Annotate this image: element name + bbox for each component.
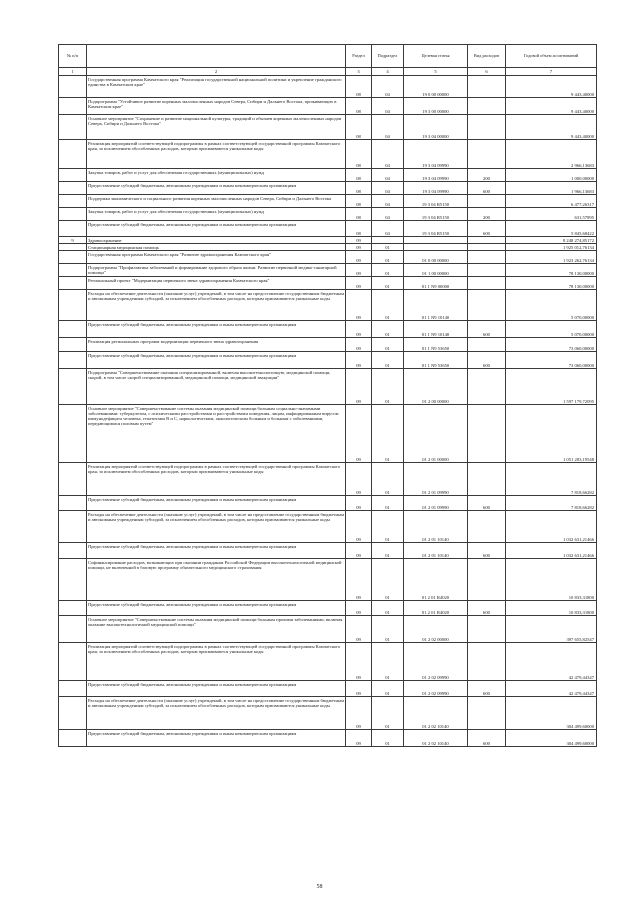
cell-amount: 9 443,40000 (506, 76, 597, 98)
table-row (59, 511, 597, 543)
header-section: Раздел (346, 45, 372, 68)
cell-amount: 9 443,40000 (506, 98, 597, 115)
cell-target-article (404, 244, 468, 251)
cell-number (59, 76, 87, 98)
cell-subsection: 04 (372, 76, 404, 98)
cell-expense-type (468, 511, 506, 543)
cell-target-article: 01 2 02 10140 (404, 697, 468, 730)
cell-number (59, 697, 87, 730)
cell-amount: 7 818,66282 (506, 496, 597, 511)
cell-amount: 5 845,68422 (506, 221, 597, 237)
cell-number (59, 264, 87, 277)
cell-target-article: 01 2 02 00000 (404, 616, 468, 643)
cell-subsection: 04 (372, 140, 404, 169)
cell-name: Предоставление субсидий бюджетным, автономным учреждениям и иным некоммерческим организациям (87, 352, 346, 369)
cell-subsection: 01 (372, 277, 404, 290)
cell-expense-type (468, 405, 506, 463)
cell-amount: 631,57895 (506, 208, 597, 221)
cell-section: 09 (346, 237, 372, 244)
cell-subsection: 01 (372, 463, 404, 496)
cell-amount: 5 070,00000 (506, 321, 597, 338)
cell-number (59, 277, 87, 290)
cell-target-article: 19 3 04 09990 (404, 169, 468, 182)
cell-amount: 304 499,60000 (506, 730, 597, 747)
table-row (59, 290, 597, 321)
cell-name: Расходы на обеспечение деятельности (оказание услуг) учреждений, в том числе на предоставление государственным бюджетным и автономным учреждениям субсидий, за исключением обособленных расходов, которым присваиваются уникальные коды (87, 697, 346, 730)
cell-section: 09 (346, 338, 372, 352)
cell-section: 08 (346, 195, 372, 208)
cell-expense-type (468, 237, 506, 244)
cell-expense-type: 600 (468, 182, 506, 195)
cell-section: 09 (346, 463, 372, 496)
cell-amount: 1 032 631,21466 (506, 511, 597, 543)
cell-target-article: 01 2 01 09990 (404, 463, 468, 496)
table-row (59, 616, 597, 643)
cell-expense-type (468, 115, 506, 140)
cell-amount: 1 000,00000 (506, 169, 597, 182)
cell-target-article: 01 0 00 00000 (404, 251, 468, 264)
cell-number (59, 290, 87, 321)
cell-target-article: 01 2 02 09990 (404, 643, 468, 681)
cell-section: 09 (346, 543, 372, 559)
cell-number (59, 601, 87, 616)
cell-section: 09 (346, 643, 372, 681)
cell-subsection: 01 (372, 369, 404, 405)
cell-expense-type (468, 244, 506, 251)
header-target-article: Целевая статья (404, 45, 468, 68)
cell-number (59, 338, 87, 352)
cell-number (59, 643, 87, 681)
header-expense-type: Вид расходов (468, 45, 506, 68)
table-row (59, 237, 597, 244)
table-row (59, 277, 597, 290)
budget-table (58, 44, 597, 747)
cell-number (59, 140, 87, 169)
cell-amount: 1 032 631,21466 (506, 543, 597, 559)
cell-section: 09 (346, 321, 372, 338)
cell-number (59, 616, 87, 643)
cell-amount: 10 833,31800 (506, 601, 597, 616)
cell-subsection: 01 (372, 730, 404, 747)
cell-name: Поддержка экономического и социального развития коренных малочисленных народов Севера, Сибири и Дальнего Востока (87, 195, 346, 208)
table-header-row (59, 45, 597, 68)
table-row (59, 251, 597, 264)
cell-expense-type: 200 (468, 169, 506, 182)
cell-name: Основное мероприятие "Сохранение и развитие национальной культуры, традиций и обычаев коренных малочисленных народов Севера, Сибири и Дальнего Востока" (87, 115, 346, 140)
cell-amount: 7 818,66282 (506, 463, 597, 496)
table-row (59, 352, 597, 369)
cell-section: 08 (346, 140, 372, 169)
cell-name: Стационарная медицинская помощь (87, 244, 346, 251)
cell-target-article: 19 3 04 R5150 (404, 195, 468, 208)
cell-subsection: 04 (372, 195, 404, 208)
cell-name: Софинансирование расходов, возникающих при оказании гражданам Российской Федерации высокотехнологичной медицинской помощи, не включенной в базовую программу обязательного медицинского страхования (87, 559, 346, 601)
cell-name: Подпрограмма "Совершенствование оказания специализированной, включая высокотехнологичную, медицинской помощи, скорой, в том числе скорой специализированной, медицинской помощи, медицинской эвакуации" (87, 369, 346, 405)
cell-subsection: 01 (372, 543, 404, 559)
cell-name: Предоставление субсидий бюджетным, автономным учреждениям и иным некоммерческим организациям (87, 182, 346, 195)
cell-section: 08 (346, 182, 372, 195)
cell-section: 09 (346, 352, 372, 369)
cell-subsection: 01 (372, 264, 404, 277)
cell-subsection: 01 (372, 511, 404, 543)
cell-expense-type (468, 76, 506, 98)
table-row (59, 98, 597, 115)
cell-name: Региональный проект "Модернизация первичного звена здравоохранения Камчатского края" (87, 277, 346, 290)
cell-name: Закупка товаров, работ и услуг для обеспечения государственных (муниципальных) нужд (87, 169, 346, 182)
cell-subsection: 01 (372, 616, 404, 643)
table-row (59, 405, 597, 463)
cell-number (59, 251, 87, 264)
header-subsection: Подраздел (372, 45, 404, 68)
cell-amount: 2 966,13683 (506, 140, 597, 169)
cell-name: Основное мероприятие "Совершенствование системы оказания медицинской помощи больным прочими заболеваниями, включая оказание высокотехнологичной медицинской помощи" (87, 616, 346, 643)
cell-number (59, 543, 87, 559)
table-row (59, 559, 597, 601)
cell-amount: 1 925 012,76134 (506, 244, 597, 251)
table-row (59, 208, 597, 221)
header-name (87, 45, 346, 68)
cell-target-article: 19 3 00 00000 (404, 98, 468, 115)
cell-target-article: 01 2 01 09990 (404, 496, 468, 511)
cell-subsection: 01 (372, 321, 404, 338)
cell-name: Предоставление субсидий бюджетным, автономным учреждениям и иным некоммерческим организациям (87, 601, 346, 616)
cell-amount: 42 479,44347 (506, 643, 597, 681)
cell-subsection: 01 (372, 405, 404, 463)
cell-name: Предоставление субсидий бюджетным, автономным учреждениям и иным некоммерческим организациям (87, 681, 346, 697)
cell-subsection: 01 (372, 290, 404, 321)
cell-section: 08 (346, 98, 372, 115)
cell-expense-type: 600 (468, 221, 506, 237)
cell-subsection: 04 (372, 182, 404, 195)
cell-target-article: 01 2 01 R4020 (404, 601, 468, 616)
cell-section: 08 (346, 208, 372, 221)
cell-expense-type: 600 (468, 601, 506, 616)
cell-section: 09 (346, 496, 372, 511)
cell-expense-type (468, 290, 506, 321)
table-row (59, 463, 597, 496)
cell-number: 9 (59, 237, 87, 244)
table-row (59, 643, 597, 681)
cell-name: Расходы на обеспечение деятельности (оказание услуг) учреждений, в том числе на предоставление государственным бюджетным и автономным учреждениям субсидий, за исключением обособленных расходов, которым присваиваются уникальные коды (87, 290, 346, 321)
cell-expense-type: 600 (468, 543, 506, 559)
cell-number (59, 169, 87, 182)
cell-subsection: 04 (372, 221, 404, 237)
page-number: 58 (316, 884, 323, 890)
cell-amount: 9 443,40000 (506, 115, 597, 140)
cell-number (59, 98, 87, 115)
cell-name: Основное мероприятие "Совершенствование системы оказания медицинской помощи больным социально-значимыми заболеваниями: туберкулезом, с психическими расстройствами и расстройствами поведения, лицам, инфицированным вирусом иммунодефицита человека, гепатитами B и C, наркологическим, онкологическим больным и больным с заболеваниями, передающимися половым путем" (87, 405, 346, 463)
cell-section: 09 (346, 681, 372, 697)
table-row (59, 115, 597, 140)
cell-target-article: 01 1 00 00000 (404, 264, 468, 277)
cell-number (59, 463, 87, 496)
cell-expense-type (468, 140, 506, 169)
table-row (59, 730, 597, 747)
table-row (59, 264, 597, 277)
cell-amount: 42 479,44347 (506, 681, 597, 697)
cell-section: 09 (346, 290, 372, 321)
table-row (59, 543, 597, 559)
cell-subsection: 01 (372, 244, 404, 251)
cell-target-article: 19 3 04 R5150 (404, 221, 468, 237)
cell-subsection: 01 (372, 251, 404, 264)
cell-amount: 1 923 262,76134 (506, 251, 597, 264)
table-body (59, 76, 597, 747)
cell-amount: 78 130,00000 (506, 277, 597, 290)
cell-subsection: 04 (372, 98, 404, 115)
cell-expense-type: 600 (468, 681, 506, 697)
header-number: № п/п (59, 45, 87, 68)
column-index: 6 (468, 68, 506, 76)
cell-expense-type (468, 338, 506, 352)
cell-target-article: 01 2 02 09990 (404, 681, 468, 697)
cell-amount: 1 966,13683 (506, 182, 597, 195)
cell-expense-type: 600 (468, 352, 506, 369)
column-index-row (59, 68, 597, 76)
cell-expense-type (468, 697, 506, 730)
cell-section: 08 (346, 169, 372, 182)
cell-name: Расходы на обеспечение деятельности (оказание услуг) учреждений, в том числе на предоставление государственным бюджетным и автономным учреждениям субсидий, за исключением обособленных расходов, которым присваиваются уникальные коды (87, 511, 346, 543)
cell-name: Подпрограмма "Профилактика заболеваний и формирование здорового образа жизни. Развитие первичной медико-санитарной помощи" (87, 264, 346, 277)
cell-number (59, 730, 87, 747)
cell-subsection: 01 (372, 601, 404, 616)
cell-name: Предоставление субсидий бюджетным, автономным учреждениям и иным некоммерческим организациям (87, 730, 346, 747)
cell-name: Предоставление субсидий бюджетным, автономным учреждениям и иным некоммерческим организациям (87, 221, 346, 237)
cell-expense-type (468, 98, 506, 115)
table-row (59, 321, 597, 338)
cell-expense-type (468, 559, 506, 601)
table-row (59, 681, 597, 697)
cell-name: Государственная программа Камчатского края "Реализация государственной национальной политики и укрепление гражданского единства в Камчатском крае" (87, 76, 346, 98)
cell-amount: 8 248 274,85172 (506, 237, 597, 244)
cell-amount: 1 597 179,72095 (506, 369, 597, 405)
cell-section: 09 (346, 405, 372, 463)
cell-expense-type (468, 369, 506, 405)
cell-number (59, 496, 87, 511)
cell-number (59, 221, 87, 237)
cell-section: 08 (346, 76, 372, 98)
table-row (59, 182, 597, 195)
cell-target-article: 01 2 01 00000 (404, 405, 468, 463)
cell-amount: 6 477,26317 (506, 195, 597, 208)
cell-number (59, 369, 87, 405)
table-row (59, 496, 597, 511)
cell-amount: 5 070,00000 (506, 290, 597, 321)
table-row (59, 338, 597, 352)
cell-expense-type (468, 616, 506, 643)
table-row (59, 169, 597, 182)
table-row (59, 244, 597, 251)
table-row (59, 601, 597, 616)
cell-name: Реализация региональных программ модернизации первичного звена здравоохранения (87, 338, 346, 352)
cell-name: Подпрограмма "Устойчивое развитие коренных малочисленных народов Севера, Сибири и Дальнего Востока, проживающих в Камчатском крае" (87, 98, 346, 115)
cell-target-article: 01 2 01 10140 (404, 543, 468, 559)
column-index: 1 (59, 68, 87, 76)
cell-section: 09 (346, 251, 372, 264)
cell-target-article (404, 237, 468, 244)
cell-subsection: 04 (372, 115, 404, 140)
table-row (59, 76, 597, 98)
column-index: 4 (372, 68, 404, 76)
cell-number (59, 115, 87, 140)
cell-subsection: 01 (372, 496, 404, 511)
cell-number (59, 352, 87, 369)
cell-name: Реализация мероприятий соответствующей подпрограммы в рамках соответствующей государственной программы Камчатского края, за исключением обособленных расходов, которым присваиваются уникальные коды (87, 463, 346, 496)
cell-subsection: 01 (372, 681, 404, 697)
column-index: 2 (87, 68, 346, 76)
cell-amount: 397 655,82547 (506, 616, 597, 643)
cell-name: Реализация мероприятий соответствующей подпрограммы в рамках соответствующей государственной программы Камчатского края, за исключением обособленных расходов, которым присваиваются уникальные коды (87, 140, 346, 169)
table-row (59, 195, 597, 208)
cell-target-article: 01 2 00 00000 (404, 369, 468, 405)
cell-number (59, 511, 87, 543)
table-row (59, 697, 597, 730)
cell-expense-type (468, 463, 506, 496)
cell-name: Реализация мероприятий соответствующей подпрограммы в рамках соответствующей государственной программы Камчатского края, за исключением обособленных расходов, которым присваиваются уникальные коды (87, 643, 346, 681)
cell-amount: 1 051 283,19548 (506, 405, 597, 463)
table-row (59, 221, 597, 237)
cell-subsection: 01 (372, 338, 404, 352)
cell-subsection: 01 (372, 697, 404, 730)
cell-subsection: 01 (372, 643, 404, 681)
cell-section: 09 (346, 244, 372, 251)
cell-section: 09 (346, 559, 372, 601)
budget-table-page (58, 44, 596, 747)
cell-section: 09 (346, 616, 372, 643)
cell-expense-type (468, 264, 506, 277)
cell-section: 09 (346, 277, 372, 290)
cell-subsection (372, 237, 404, 244)
cell-number (59, 321, 87, 338)
cell-name: Государственная программа Камчатского края "Развитие здравоохранения Камчатского края" (87, 251, 346, 264)
cell-amount: 304 499,60000 (506, 697, 597, 730)
cell-amount: 73 060,00000 (506, 352, 597, 369)
cell-name: Закупка товаров, работ и услуг для обеспечения государственных (муниципальных) нужд (87, 208, 346, 221)
cell-section: 09 (346, 697, 372, 730)
cell-name: Здравоохранение (87, 237, 346, 244)
column-index: 5 (404, 68, 468, 76)
cell-number (59, 681, 87, 697)
cell-expense-type (468, 195, 506, 208)
cell-expense-type (468, 251, 506, 264)
cell-name: Предоставление субсидий бюджетным, автономным учреждениям и иным некоммерческим организациям (87, 321, 346, 338)
cell-amount: 10 833,31800 (506, 559, 597, 601)
cell-target-article: 01 1 N9 10140 (404, 321, 468, 338)
cell-subsection: 01 (372, 352, 404, 369)
table-row (59, 140, 597, 169)
cell-section: 08 (346, 221, 372, 237)
cell-target-article: 19 3 04 R5150 (404, 208, 468, 221)
column-index: 3 (346, 68, 372, 76)
cell-name: Предоставление субсидий бюджетным, автономным учреждениям и иным некоммерческим организациям (87, 543, 346, 559)
cell-target-article: 19 0 00 00000 (404, 76, 468, 98)
cell-target-article: 01 1 N9 10140 (404, 290, 468, 321)
cell-expense-type: 600 (468, 730, 506, 747)
cell-section: 09 (346, 730, 372, 747)
cell-expense-type: 600 (468, 496, 506, 511)
cell-target-article: 01 1 N9 53650 (404, 338, 468, 352)
cell-target-article: 01 1 N9 53650 (404, 352, 468, 369)
header-annual-amount: Годовой объем ассигнований (506, 45, 597, 68)
cell-expense-type: 200 (468, 208, 506, 221)
cell-target-article: 01 2 01 R4020 (404, 559, 468, 601)
cell-target-article: 19 3 04 09990 (404, 140, 468, 169)
cell-target-article: 01 2 01 10140 (404, 511, 468, 543)
cell-number (59, 182, 87, 195)
cell-section: 08 (346, 115, 372, 140)
cell-section: 09 (346, 601, 372, 616)
cell-amount: 73 060,00000 (506, 338, 597, 352)
cell-expense-type (468, 277, 506, 290)
cell-number (59, 195, 87, 208)
table-row (59, 369, 597, 405)
cell-number (59, 244, 87, 251)
column-index: 7 (506, 68, 597, 76)
cell-target-article: 01 2 02 10140 (404, 730, 468, 747)
cell-amount: 78 130,00000 (506, 264, 597, 277)
cell-expense-type (468, 643, 506, 681)
cell-section: 09 (346, 369, 372, 405)
cell-target-article: 19 3 04 00000 (404, 115, 468, 140)
cell-number (59, 208, 87, 221)
cell-subsection: 01 (372, 559, 404, 601)
cell-expense-type: 600 (468, 321, 506, 338)
cell-section: 09 (346, 264, 372, 277)
cell-name: Предоставление субсидий бюджетным, автономным учреждениям и иным некоммерческим организациям (87, 496, 346, 511)
cell-number (59, 559, 87, 601)
cell-section: 09 (346, 511, 372, 543)
cell-subsection: 04 (372, 208, 404, 221)
cell-number (59, 405, 87, 463)
cell-subsection: 04 (372, 169, 404, 182)
cell-target-article: 19 3 04 09990 (404, 182, 468, 195)
cell-target-article: 01 1 N9 00000 (404, 277, 468, 290)
